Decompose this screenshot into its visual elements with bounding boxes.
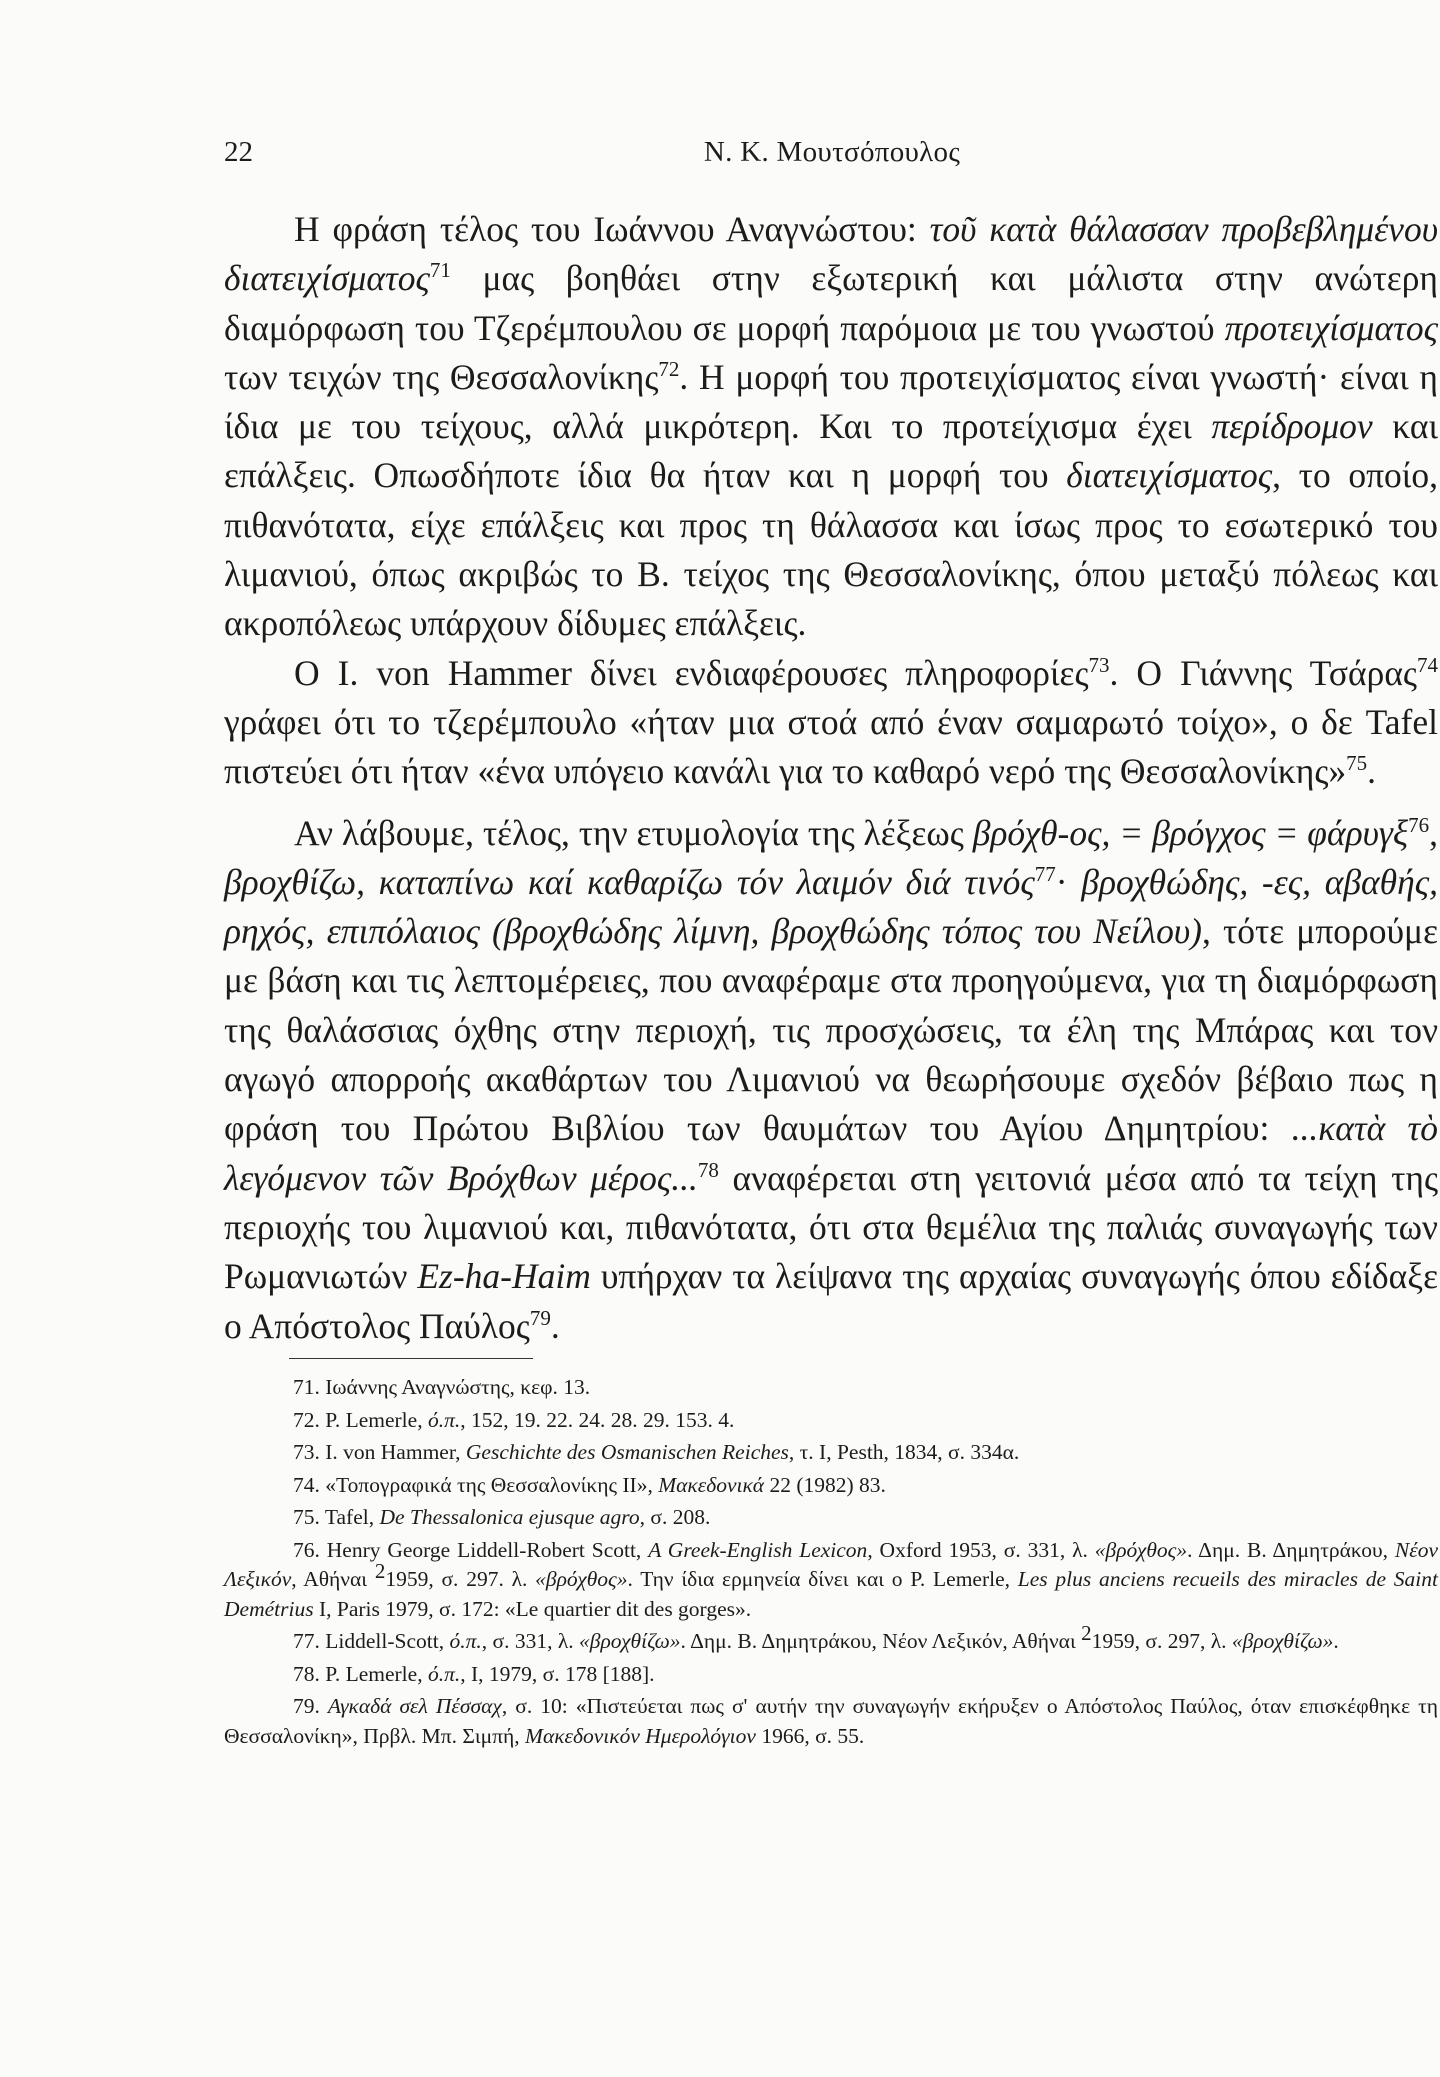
text-run: , τ. I, Pesth, 1834, σ. 334α. [788, 1440, 1020, 1464]
italic-run: Νέον Λεξικόν [224, 1537, 1438, 1591]
italic-run: «βροχθίζω» [1231, 1629, 1334, 1653]
term-italic: βρόχθ-ος, = βρόγχος = φάρυγξ [972, 812, 1409, 853]
footnote-73 [224, 1438, 1438, 1468]
text-run: . Η μορφή του προτειχίσματος είναι γνωστή· είναι η ίδια με του τείχους, αλλά μικρότερη. Και το προτείχισμα έχει [224, 356, 1439, 447]
italic-run: ό.π. [427, 1661, 461, 1686]
italic-run: ό.π. [427, 1407, 461, 1432]
text-run: 76. Henry George Liddell-Robert Scott, [293, 1537, 649, 1562]
footnote-ref: 76 [1408, 812, 1430, 837]
text-run: , σ. 331, λ. [481, 1629, 579, 1653]
text-run: . Δημ. Β. Δημητράκου, Νέον Λεξικόν, Αθήναι [680, 1629, 1082, 1653]
text-run: , Αθήναι [291, 1567, 375, 1591]
text-run: 74. «Τοπογραφικά της Θεσσαλονίκης ΙΙ», [293, 1472, 659, 1497]
footnote-75 [224, 1503, 1438, 1533]
text-run: , σ. 208. [639, 1505, 711, 1529]
text-run: Αν λάβουμε, τέλος, την ετυμολογία της λέξεως [294, 812, 973, 853]
page-header [224, 136, 1440, 176]
text-run: · [1055, 861, 1082, 902]
edition-superscript: 2 [374, 1558, 386, 1583]
footnote-ref: 72 [658, 357, 680, 382]
page-number: 22 [224, 136, 253, 168]
text-run: , 152, 19. 22. 24. 28. 29. 153. 4. [460, 1407, 735, 1432]
text-run: . Ο Γιάννης Τσάρας [1109, 652, 1417, 693]
text-run: 71. Ιωάννης Αναγνώστης, κεφ. 13. [293, 1375, 591, 1399]
text-run: 1959, σ. 297. λ. [385, 1567, 536, 1591]
text-run: . Δημ. Β. Δημητράκου, [1187, 1537, 1395, 1562]
text-run: 1959, σ. 297, λ. [1091, 1629, 1232, 1653]
text-run: . [1367, 751, 1377, 792]
footnote-76 [224, 1536, 1438, 1625]
footnotes [224, 1373, 1438, 1751]
text-run: αναφέρεται στη γειτονιά μέσα από τα τείχη της περιοχής του λιμανιού και, πιθανότατα, ότι στα θεμέλια της παλιάς συναγωγής των Ρωμανιωτών [224, 1157, 1438, 1297]
term-italic: βροχθώδης, -ες, αβαθής, ρηχός, επιπόλαιος (βροχθώδης λίμνη, βροχθώδης τόπος του Νείλου) [224, 861, 1438, 952]
italic-run: «βρόχθος» [535, 1567, 628, 1591]
footnote-74 [224, 1471, 1438, 1501]
italic-run: Αγκαδά σελ Πέσσαχ [327, 1694, 502, 1718]
paragraph-2 [224, 649, 1438, 797]
italic-run: Μακεδονικόν Ημερολόγιον [525, 1723, 756, 1748]
footnote-ref: 71 [429, 258, 451, 283]
text-run: 79. [293, 1694, 328, 1718]
italic-run: ό.π. [449, 1629, 482, 1653]
text-run: 22 (1982) 83. [764, 1472, 886, 1497]
quote-italic: ...κατὰ τὸ λεγόμενον τῶν Βρόχθων μέρος... [224, 1108, 1438, 1198]
text-run: γράφει ότι το τζερέμπουλο «ήταν μια στοά από έναν σαμαρωτό τοίχο», ο δε Tafel πιστεύει ότι ήταν «ένα υπόγειο κανάλι για το καθαρό νερό της Θεσσαλονίκης» [224, 701, 1438, 792]
text-run: I, Paris 1979, σ. 172: «Le quartier dit des gorges». [313, 1596, 752, 1621]
text-run: μας βοηθάει στην εξωτερική και μάλιστα στην ανώτερη διαμόρφωση του Τζερέμπουλου σε μορφή παρόμοια με του γνωστού [224, 258, 1438, 348]
text-run: υπήρχαν τα λείψανα της αρχαίας συναγωγής όπου εδίδαξε ο Απόστολος Παύλος [224, 1256, 1438, 1346]
term-italic: περίδρομον [1211, 406, 1373, 447]
term-italic: διατειχίσματος [1066, 455, 1273, 496]
text-run: 1966, σ. 55. [755, 1723, 865, 1748]
text-run: 75. Tafel, [293, 1505, 380, 1529]
quote-italic: τοῦ κατὰ θάλασσαν προβεβλημένου διατειχίσματος [224, 209, 1438, 299]
footnote-71 [224, 1373, 1438, 1403]
footnote-ref: 79 [529, 1305, 551, 1330]
footnote-79 [224, 1692, 1438, 1751]
footnote-78 [224, 1660, 1438, 1690]
text-run: 72. P. Lemerle, [293, 1407, 428, 1432]
text-run: 77. Liddell-Scott, [293, 1629, 450, 1653]
italic-run: A Greek-English Lexicon [648, 1537, 868, 1562]
italic-run: Geschichte des Osmanischen Reiches [465, 1440, 789, 1464]
text-run: . [550, 1305, 560, 1346]
italic-run: Les plus anciens recueils des miracles de Saint Demétrius [224, 1567, 1438, 1621]
text-run: των τειχών της Θεσσαλονίκης [224, 356, 659, 397]
footnote-ref: 78 [697, 1157, 719, 1182]
text-run: . Την ίδια ερμηνεία δίνει και ο P. Lemerle, [627, 1567, 1018, 1591]
edition-superscript: 2 [1081, 1620, 1092, 1645]
footnote-separator [289, 1358, 533, 1359]
text-run: , Oxford 1953, σ. 331, λ. [867, 1537, 1095, 1562]
term-italic: Ez-ha-Haim [417, 1256, 591, 1297]
text-run: , I, 1979, σ. 178 [188]. [460, 1661, 655, 1686]
text-run: , σ. 10: «Πιστεύεται πως σ' αυτήν την συναγωγήν εκήρυξεν ο Απόστολος Παύλος, όταν επισκέφθηκε τη Θεσσαλονίκη», Πρβλ. Μπ. Σιμπή, [224, 1694, 1439, 1748]
footnote-72 [224, 1406, 1438, 1436]
text-run: , το οποίο, πιθανότατα, είχε επάλξεις και προς τη θάλασσα και ίσως προς το εσωτερικό του λιμανιού, όπως ακριβώς το Β. τείχος της Θεσσαλονίκης, όπου μεταξύ πόλεως και ακροπόλεως υπάρχουν δίδυμες επάλξεις. [224, 455, 1438, 644]
italic-run: «βροχθίζω» [579, 1629, 681, 1653]
text-run: . [1333, 1629, 1339, 1653]
italic-run: «βρόχθος» [1094, 1537, 1188, 1562]
footnote-ref: 74 [1417, 652, 1438, 677]
term-italic: προτειχίσματος [1224, 307, 1438, 348]
text-run: 78. P. Lemerle, [293, 1661, 428, 1686]
text-run: Ο Ι. von Hammer δίνει ενδιαφέρουσες πληροφορίες [294, 652, 1089, 693]
footnote-ref: 77 [1034, 862, 1056, 887]
term-italic: βροχθίζω, καταπίνω καί καθαρίζω τόν λαιμόν διά τινός [224, 861, 1035, 902]
footnote-ref: 73 [1088, 652, 1110, 677]
paragraph-3 [224, 809, 1438, 1351]
paragraph-1 [224, 205, 1438, 649]
italic-run: De Thessalonica ejusque agro [379, 1505, 640, 1529]
text-run: Η φράση τέλος του Ιωάννου Αναγνώστου: [294, 209, 930, 249]
footnote-ref: 75 [1346, 751, 1368, 776]
running-head: Ν. Κ. Μουτσόπουλος [703, 136, 961, 168]
italic-run: Μακεδονικά [658, 1472, 765, 1497]
text-run: , τότε μπορούμε με βάση και τις λεπτομέρειες, που αναφέραμε στα προηγούμενα, για τη διαμόρφωση της θαλάσσιας όχθης στην περιοχή, τις προσχώσεις, τα έλη της Μπάρας και τον αγωγό απορροής ακαθάρτων του Λιμανιού να θεωρήσουμε σχεδόν βέβαιο πως η φράση του Πρώτου Βιβλίου των θαυμάτων του Αγίου Δημητρίου: [224, 911, 1438, 1149]
text-run: και επάλξεις. Οπωσδήποτε ίδια θα ήταν και η μορφή του [224, 406, 1438, 496]
text-run: 73. I. von Hammer, [293, 1440, 466, 1464]
footnote-77 [224, 1620, 1438, 1657]
body-text [224, 205, 1438, 1351]
text-run: , [1429, 812, 1438, 853]
